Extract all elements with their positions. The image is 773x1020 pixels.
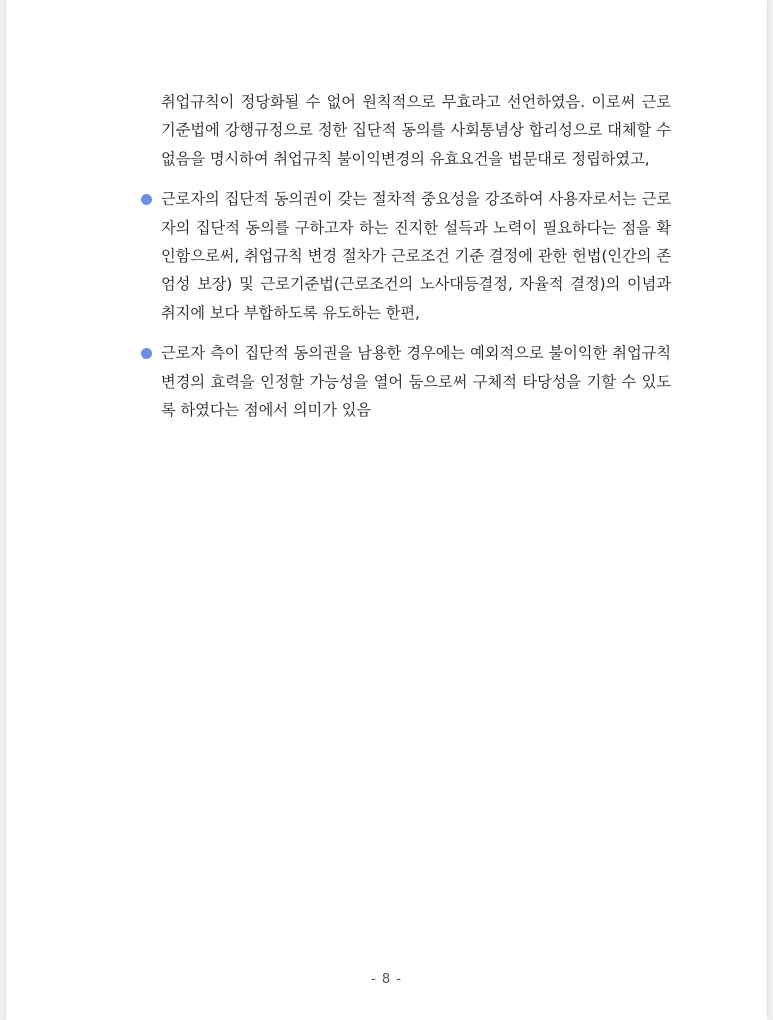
bullet-dot-icon [141,194,152,205]
bullet-item [161,185,671,327]
bullet-text: 근로자의 집단적 동의권이 갖는 절차적 중요성을 강조하여 사용자로서는 근로자의 집단적 동의를 구하고자 하는 진지한 설득과 노력이 필요하다는 점을 확인함으로써, 취업규칙 변경 절차가 근로조건 기준 결정에 관한 헌법(인간의 존엄성 보장) 및 근로기준법(근로조건의 노사대등결정, 자율적 결정)의 이념과 취지에 보다 부합하도록 유도하는 한편, [161,190,671,322]
document-page [6,0,767,1020]
page-content [161,88,671,424]
bullet-item [161,339,671,424]
bullet-dot-icon [141,348,152,359]
page-number: - 8 - [371,972,402,987]
intro-paragraph: 취업규칙이 정당화될 수 없어 원칙적으로 무효라고 선언하였음. 이로써 근로기준법에 강행규정으로 정한 집단적 동의를 사회통념상 합리성으로 대체할 수 없음을 명시하여 취업규칙 불이익변경의 유효요건을 법문대로 정립하였고, [161,93,671,168]
bullet-text: 근로자 측이 집단적 동의권을 남용한 경우에는 예외적으로 불이익한 취업규칙 변경의 효력을 인정할 가능성을 열어 둠으로써 구체적 타당성을 기할 수 있도록 하였다는 점에서 의미가 있음 [161,344,671,420]
